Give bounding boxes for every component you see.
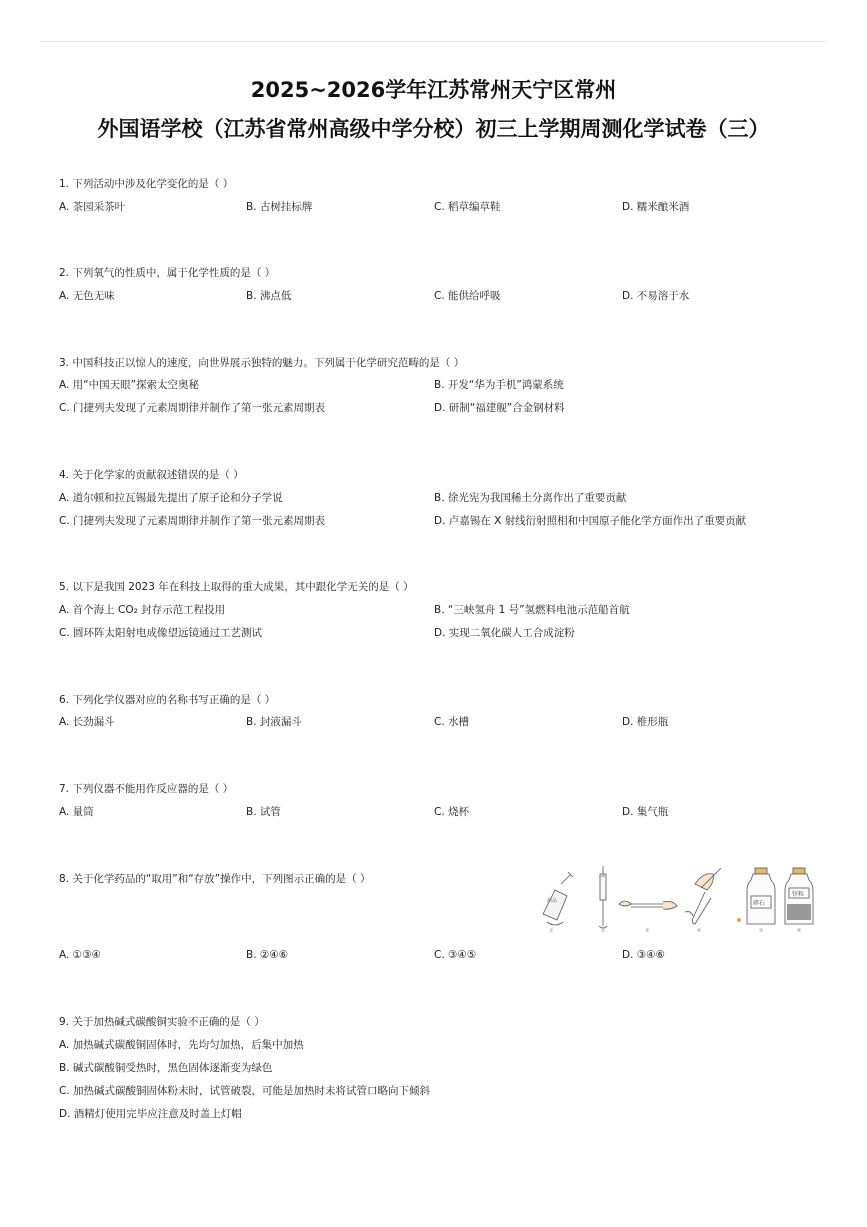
page-title-line1: 2025~2026学年江苏常州天宁区常州 xyxy=(250,78,617,102)
question-8-stem: 8. 关于化学药品的“取用”和“存放”操作中，下列图示正确的是（ ） xyxy=(59,873,371,885)
figure-label-1: ① xyxy=(549,928,554,934)
question-3-option-b: B. 开发“华为手机”鸿蒙系统 xyxy=(434,379,564,391)
question-1-stem: 1. 下列活动中涉及化学变化的是（ ） xyxy=(59,178,234,190)
question-7-stem: 7. 下列仪器不能用作反应器的是（ ） xyxy=(59,783,234,795)
question-4-option-d: D. 卢嘉锡在 X 射线衍射照相和中国原子能化学方面作出了重要贡献 xyxy=(434,515,747,527)
question-2-option-b: B. 沸点低 xyxy=(246,290,292,302)
figure-label-6: ⑥ xyxy=(797,928,802,934)
question-7-option-b: B. 试管 xyxy=(246,806,281,818)
header-divider xyxy=(40,41,827,42)
question-5-option-d: D. 实现二氧化碳人工合成淀粉 xyxy=(434,627,575,639)
question-1-option-a: A. 茶园采茶叶 xyxy=(59,201,126,213)
page-title-line2: 外国语学校（江苏省常州高级中学分校）初三上学期周测化学试卷（三） xyxy=(97,117,770,141)
figure-label-5: ⑤ xyxy=(759,928,764,934)
question-8-option-a: A. ①③④ xyxy=(59,949,101,961)
question-9-option-a: A. 加热碱式碳酸铜固体时，先均匀加热，后集中加热 xyxy=(59,1039,304,1051)
question-8-option-c: C. ③④⑤ xyxy=(434,949,477,961)
svg-text:碎石: 碎石 xyxy=(753,900,766,907)
figure-panel-2 xyxy=(599,866,607,928)
question-3-option-a: A. 用“中国天眼”探索太空奥秘 xyxy=(59,379,200,391)
question-1-option-b: B. 古树挂标牌 xyxy=(246,201,313,213)
question-1-option-c: C. 稻草编草鞋 xyxy=(434,201,501,213)
figure-panel-6 xyxy=(785,868,813,924)
question-2-option-d: D. 不易溶于水 xyxy=(622,290,690,302)
question-4-option-a: A. 道尔顿和拉瓦锡最先提出了原子论和分子学说 xyxy=(59,492,283,504)
figure-label-3: ③ xyxy=(645,928,650,934)
question-8-option-b: B. ②④⑥ xyxy=(246,949,289,961)
question-9-stem: 9. 关于加热碱式碳酸铜实验不正确的是（ ） xyxy=(59,1016,265,1028)
lab-operations-figure xyxy=(535,862,815,934)
question-9-option-d: D. 酒精灯使用完毕应注意及时盖上灯帽 xyxy=(59,1108,242,1120)
question-5-option-c: C. 圆环阵太阳射电成像望远镜通过工艺测试 xyxy=(59,627,263,639)
figure-panel-1 xyxy=(543,872,573,925)
svg-text:药品: 药品 xyxy=(547,898,558,904)
question-5-option-b: B. “三峡氢舟 1 号”氢燃料电池示范船首航 xyxy=(434,604,630,616)
question-5-stem: 5. 以下是我国 2023 年在科技上取得的重大成果，其中跟化学无关的是（ ） xyxy=(59,581,414,593)
question-7-option-c: C. 烧杯 xyxy=(434,806,470,818)
question-9-option-c: C. 加热碱式碳酸铜固体粉末时，试管破裂，可能是加热时未将试管口略向下倾斜 xyxy=(59,1085,431,1097)
figure-panel-4 xyxy=(685,868,721,924)
question-4-option-c: C. 门捷列夫发现了元素周期律并制作了第一张元素周期表 xyxy=(59,515,326,527)
question-2-option-a: A. 无色无味 xyxy=(59,290,115,302)
svg-text:锌粒: 锌粒 xyxy=(792,891,805,898)
question-6-option-d: D. 椎形瓶 xyxy=(622,716,669,728)
figure-panel-5 xyxy=(737,868,775,924)
question-4-stem: 4. 关于化学家的贡献叙述错误的是（ ） xyxy=(59,469,244,481)
question-2-stem: 2. 下列氧气的性质中，属于化学性质的是（ ） xyxy=(59,267,276,279)
question-3-stem: 3. 中国科技正以惊人的速度，向世界展示独特的魅力。下列属于化学研究范畴的是（ ） xyxy=(59,357,465,369)
figure-panel-3 xyxy=(619,901,677,909)
figure-label-4: ④ xyxy=(697,928,702,934)
question-7-option-a: A. 量筒 xyxy=(59,806,94,818)
question-6-option-b: B. 封液漏斗 xyxy=(246,716,302,728)
question-3-option-c: C. 门捷列夫发现了元素周期律并制作了第一张元素周期表 xyxy=(59,402,326,414)
question-9-option-b: B. 碱式碳酸铜受热时，黑色固体逐渐变为绿色 xyxy=(59,1062,273,1074)
figure-label-2: ② xyxy=(601,928,606,934)
question-4-option-b: B. 徐光宪为我国稀土分离作出了重要贡献 xyxy=(434,492,627,504)
question-3-option-d: D. 研制“福建舰”合金钢材料 xyxy=(434,402,565,414)
question-2-option-c: C. 能供给呼吸 xyxy=(434,290,501,302)
question-6-stem: 6. 下列化学仪器对应的名称书写正确的是（ ） xyxy=(59,694,276,706)
question-6-option-a: A. 长劲漏斗 xyxy=(59,716,115,728)
question-8-option-d: D. ③④⑥ xyxy=(622,949,665,961)
question-5-option-a: A. 首个海上 CO₂ 封存示范工程投用 xyxy=(59,604,226,616)
question-7-option-d: D. 集气瓶 xyxy=(622,806,669,818)
question-6-option-c: C. 水槽 xyxy=(434,716,470,728)
question-1-option-d: D. 糯米酿米酒 xyxy=(622,201,690,213)
